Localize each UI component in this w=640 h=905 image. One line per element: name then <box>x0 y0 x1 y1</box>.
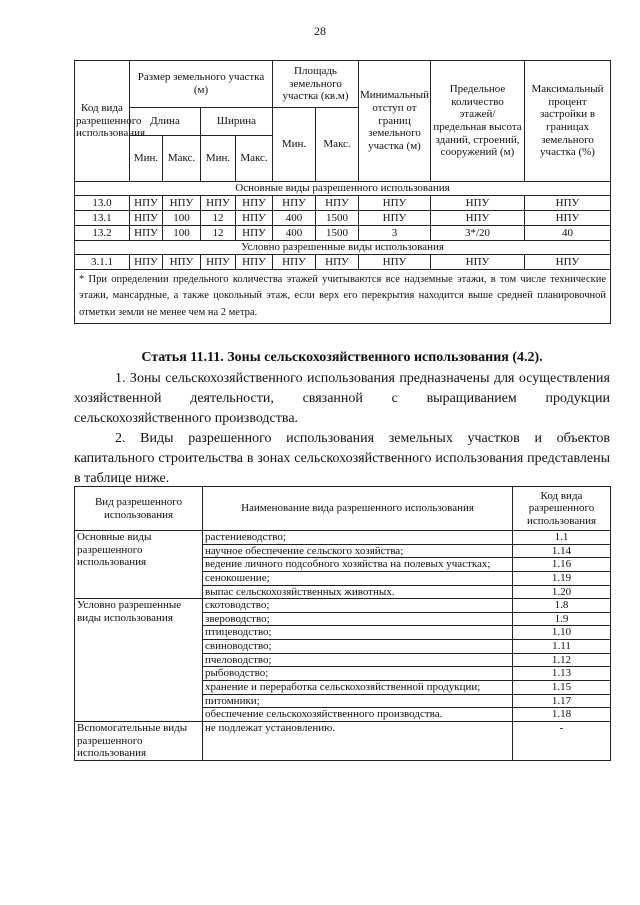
category-cell: Вспомогательные виды разрешенного использования <box>75 721 203 760</box>
use-code-cell: 1.15 <box>513 681 611 695</box>
use-code-cell: 1.18 <box>513 708 611 722</box>
table-row <box>75 255 611 270</box>
length-max-cell: НПУ <box>163 255 201 270</box>
floors-cell: НПУ <box>431 196 525 211</box>
coverage-cell: НПУ <box>525 211 611 226</box>
area-max-cell: 1500 <box>316 226 359 241</box>
width-max-cell: НПУ <box>236 196 273 211</box>
width-max-cell: НПУ <box>236 211 273 226</box>
footnote: * При определении предельного количества этажей учитываются все надземные этажи, в том числе технические этажи, мансардные, а также цокольный этаж, если верх его перекрытия находится выше средней планировочной отметки земли не менее чем на 2 метра. <box>75 270 611 324</box>
use-code-cell: 1.17 <box>513 694 611 708</box>
use-name-cell: птицеводство; <box>203 626 513 640</box>
header-width-max: Макс. <box>236 136 273 182</box>
header-name: Наименование вида разрешенного использования <box>203 487 513 531</box>
use-name-cell: пчеловодство; <box>203 653 513 667</box>
parameters-table <box>74 60 611 324</box>
width-max-cell: НПУ <box>236 226 273 241</box>
table-row <box>75 226 611 241</box>
table-row <box>75 721 611 760</box>
header-length-min: Мин. <box>130 136 163 182</box>
table-row <box>75 599 611 613</box>
land-use-table <box>74 486 611 761</box>
area-max-cell: НПУ <box>316 196 359 211</box>
paragraph-2: 2. Виды разрешенного использования земельных участков и объектов капитального строительства в зонах сельскохозяйственного использования представлены в таблице ниже. <box>74 431 610 486</box>
coverage-cell: 40 <box>525 226 611 241</box>
use-code-cell: 1.19 <box>513 571 611 585</box>
table-row <box>75 196 611 211</box>
header-width-min: Мин. <box>201 136 236 182</box>
header-size: Размер земельного участка (м) <box>130 61 273 108</box>
row-code-cell: 13.0 <box>75 196 130 211</box>
area-min-cell: НПУ <box>273 255 316 270</box>
length-min-cell: НПУ <box>130 255 163 270</box>
length-max-cell: 100 <box>163 226 201 241</box>
use-name-cell: обеспечение сельскохозяйственного производства. <box>203 708 513 722</box>
width-min-cell: НПУ <box>201 255 236 270</box>
setback-cell: НПУ <box>359 211 431 226</box>
header-code-2: Код вида разрешенного использования <box>513 487 611 531</box>
width-min-cell: НПУ <box>201 196 236 211</box>
row-code-cell: 3.1.1 <box>75 255 130 270</box>
length-min-cell: НПУ <box>130 196 163 211</box>
use-name-cell: рыбоводство; <box>203 667 513 681</box>
header-code: Код вида разрешенного использования <box>75 61 130 182</box>
use-code-cell: 1.8 <box>513 599 611 613</box>
width-min-cell: 12 <box>201 226 236 241</box>
header-area: Площадь земельного участка (кв.м) <box>273 61 359 108</box>
section-title: Основные виды разрешенного использования <box>75 182 611 196</box>
header-width: Ширина <box>201 108 273 136</box>
header-floors: Предельное количество этажей/ предельная высота зданий, строений, сооружений (м) <box>431 61 525 182</box>
use-name-cell: научное обеспечение сельского хозяйства; <box>203 544 513 558</box>
use-code-cell: - <box>513 721 611 760</box>
header-area-min: Мин. <box>273 108 316 182</box>
use-name-cell: растениеводство; <box>203 531 513 545</box>
use-name-cell: питомники; <box>203 694 513 708</box>
area-min-cell: 400 <box>273 211 316 226</box>
floors-cell: НПУ <box>431 211 525 226</box>
article-heading: Статья 11.11. Зоны сельскохозяйственного использования (4.2). <box>141 350 543 365</box>
table-row <box>75 531 611 545</box>
header-length: Длина <box>130 108 201 136</box>
setback-cell: 3 <box>359 226 431 241</box>
use-name-cell: хранение и переработка сельскохозяйственной продукции; <box>203 681 513 695</box>
coverage-cell: НПУ <box>525 255 611 270</box>
category-cell: Условно разрешенные виды использования <box>75 599 203 722</box>
category-cell: Основные виды разрешенного использования <box>75 531 203 599</box>
header-coverage: Максимальный процент застройки в границах земельного участка (%) <box>525 61 611 182</box>
length-max-cell: НПУ <box>163 196 201 211</box>
floors-cell: 3*/20 <box>431 226 525 241</box>
use-code-cell: 1.12 <box>513 653 611 667</box>
use-code-cell: 1.14 <box>513 544 611 558</box>
section-row <box>75 182 611 196</box>
row-code-cell: 13.1 <box>75 211 130 226</box>
use-name-cell: ведение личного подсобного хозяйства на полевых участках; <box>203 558 513 572</box>
header-category: Вид разрешенного использования <box>75 487 203 531</box>
setback-cell: НПУ <box>359 196 431 211</box>
use-name-cell: сенокошение; <box>203 571 513 585</box>
use-code-cell: 1.13 <box>513 667 611 681</box>
use-name-cell: скотоводство; <box>203 599 513 613</box>
use-code-cell: 1.1 <box>513 531 611 545</box>
header-length-max: Макс. <box>163 136 201 182</box>
area-max-cell: 1500 <box>316 211 359 226</box>
use-code-cell: 1.20 <box>513 585 611 599</box>
setback-cell: НПУ <box>359 255 431 270</box>
width-max-cell: НПУ <box>236 255 273 270</box>
use-code-cell: 1.16 <box>513 558 611 572</box>
floors-cell: НПУ <box>431 255 525 270</box>
width-min-cell: 12 <box>201 211 236 226</box>
length-min-cell: НПУ <box>130 211 163 226</box>
section-title: Условно разрешенные виды использования <box>75 241 611 255</box>
use-name-cell: не подлежат установлению. <box>203 721 513 760</box>
use-code-cell: 1.10 <box>513 626 611 640</box>
header-area-max: Макс. <box>316 108 359 182</box>
header-setback: Минимальный отступ от границ земельного участка (м) <box>359 61 431 182</box>
use-code-cell: 1.11 <box>513 640 611 654</box>
row-code-cell: 13.2 <box>75 226 130 241</box>
section-row <box>75 241 611 255</box>
area-min-cell: 400 <box>273 226 316 241</box>
use-name-cell: звероводство; <box>203 612 513 626</box>
table-row <box>75 211 611 226</box>
page-number: 28 <box>314 24 326 38</box>
length-min-cell: НПУ <box>130 226 163 241</box>
use-name-cell: свиноводство; <box>203 640 513 654</box>
area-min-cell: НПУ <box>273 196 316 211</box>
use-code-cell: 1.9 <box>513 612 611 626</box>
length-max-cell: 100 <box>163 211 201 226</box>
coverage-cell: НПУ <box>525 196 611 211</box>
paragraph-1: 1. Зоны сельскохозяйственного использования предназначены для осуществления хозяйственной деятельности, связанной с выращиванием продукции сельскохозяйственного производства. <box>74 371 610 426</box>
use-name-cell: выпас сельскохозяйственных животных. <box>203 585 513 599</box>
area-max-cell: НПУ <box>316 255 359 270</box>
